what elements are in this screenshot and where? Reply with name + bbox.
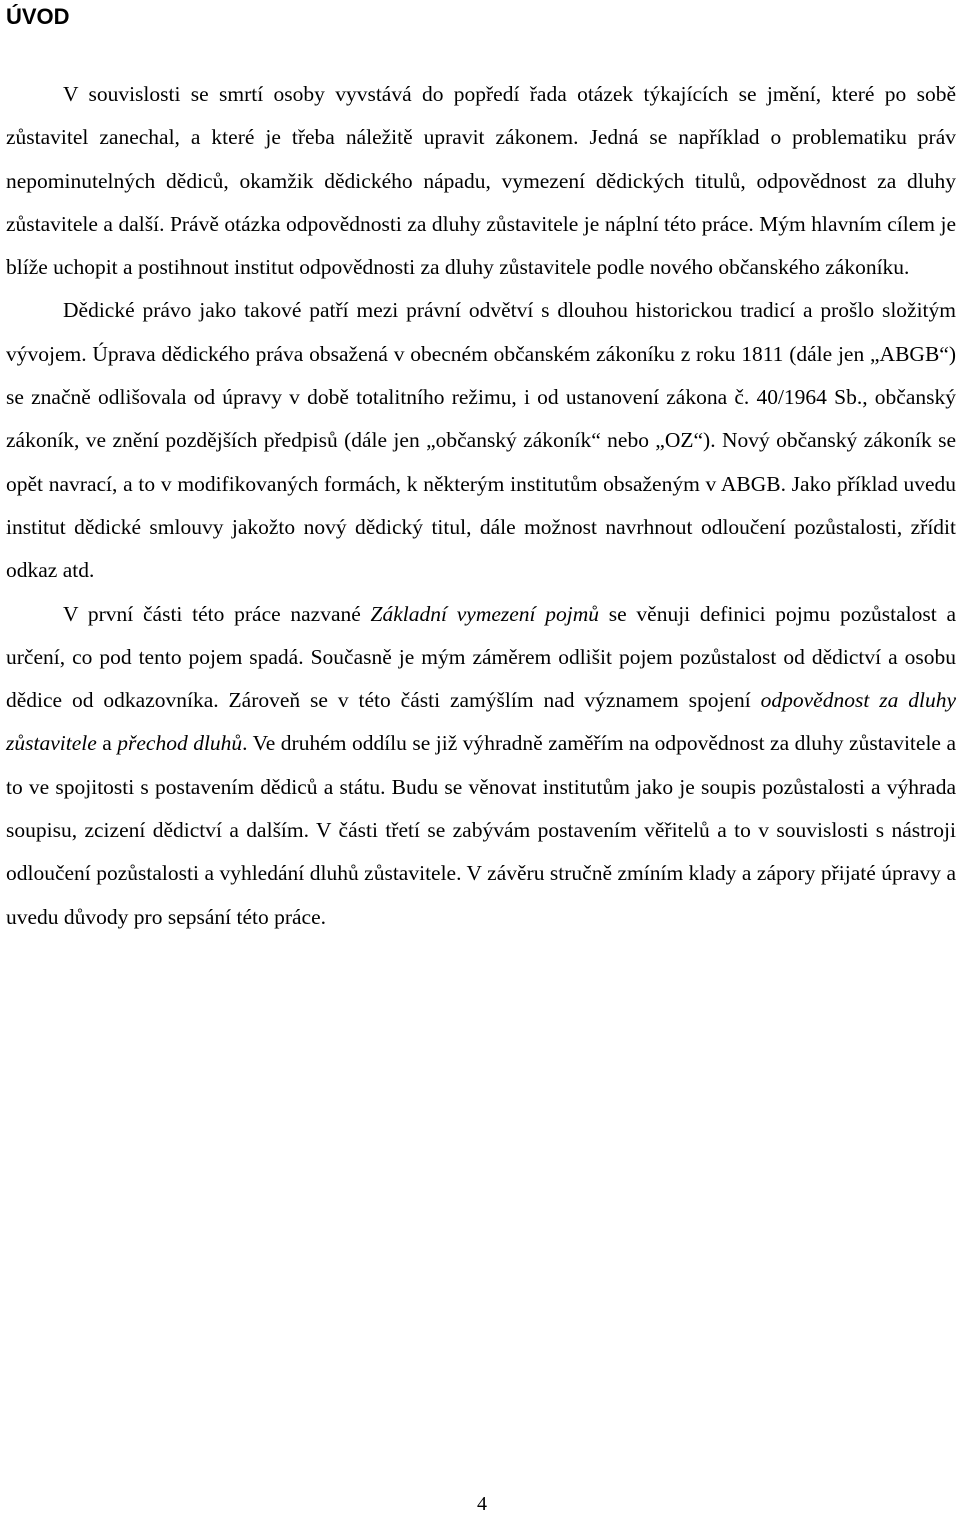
italic-term: přechod dluhů bbox=[117, 731, 243, 756]
page-number bbox=[0, 1493, 960, 1515]
paragraph-text: a bbox=[96, 731, 118, 756]
italic-term: odpovědnost za dluhy zůstavitele bbox=[6, 688, 957, 756]
paragraph-text: . Ve druhém oddílu se již výhradně zaměřím na odpovědnost za dluhy zůstavitele a to ve spojitosti s postavením dědiců a státu. Budu se věnovat institutům jako je soupis pozůstalosti a výhrada soupisu, zcizení dědictví a dalším. V části třetí se zabývám postavením věřitelů a to v souvislosti s nástroji odloučení pozůstalosti a vyhledání dluhů zůstavitele. V závěru stručně zmíním klady a zápory přijaté úpravy a uvedu důvody pro sepsání této práce. bbox=[6, 731, 956, 929]
section-heading: ÚVOD bbox=[6, 4, 70, 29]
paragraph-text: se věnuji definici pojmu pozůstalost a určení, co pod tento pojem spadá. Současně je mým záměrem odlišit pojem pozůstalost od dědictví a osobu dědice od odkazovníka. Zároveň se v této části zamýšlím nad významem spojení bbox=[6, 601, 956, 713]
paragraph-introduction: V souvislosti se smrtí osoby vyvstává do popředí řada otázek týkajících se jmění, které po sobě zůstavitel zanechal, a které je třeba náležitě upravit zákonem. Jedná se například o problematiku práv nepominutelných dědiců, okamžik dědického nápadu, vymezení dědických titulů, odpovědnost za dluhy zůstavitele a další. Právě otázka odpovědnosti za dluhy zůstavitele je náplní této práce. Mým hlavním cílem je blíže uchopit a postihnout institut odpovědnosti za dluhy zůstavitele podle nového občanského zákoníku. bbox=[6, 82, 956, 280]
paragraph-structure bbox=[6, 593, 956, 939]
page-number-label: 4 bbox=[477, 1493, 487, 1515]
italic-term: Základní vymezení pojmů bbox=[370, 601, 600, 626]
paragraph-text: V první části této práce nazvané bbox=[63, 601, 371, 626]
body-text bbox=[6, 73, 956, 939]
paragraph-history: Dědické právo jako takové patří mezi právní odvětví s dlouhou historickou tradicí a prošlo složitým vývojem. Úprava dědického práva obsažená v obecném občanském zákoníku z roku 1811 (dále jen „ABGB“) se značně odlišovala od úpravy v době totalitního režimu, i od ustanovení zákona č. 40/1964 Sb., občanský zákoník, ve znění pozdějších předpisů (dále jen „občanský zákoník“ nebo „OZ“). Nový občanský zákoník se opět navrací, a to v modifikovaných formách, k některým institutům obsaženým v ABGB. Jako příklad uvedu institut dědické smlouvy jakožto nový dědický titul, dále možnost navrhnout odloučení pozůstalosti, zřídit odkaz atd. bbox=[6, 298, 956, 583]
